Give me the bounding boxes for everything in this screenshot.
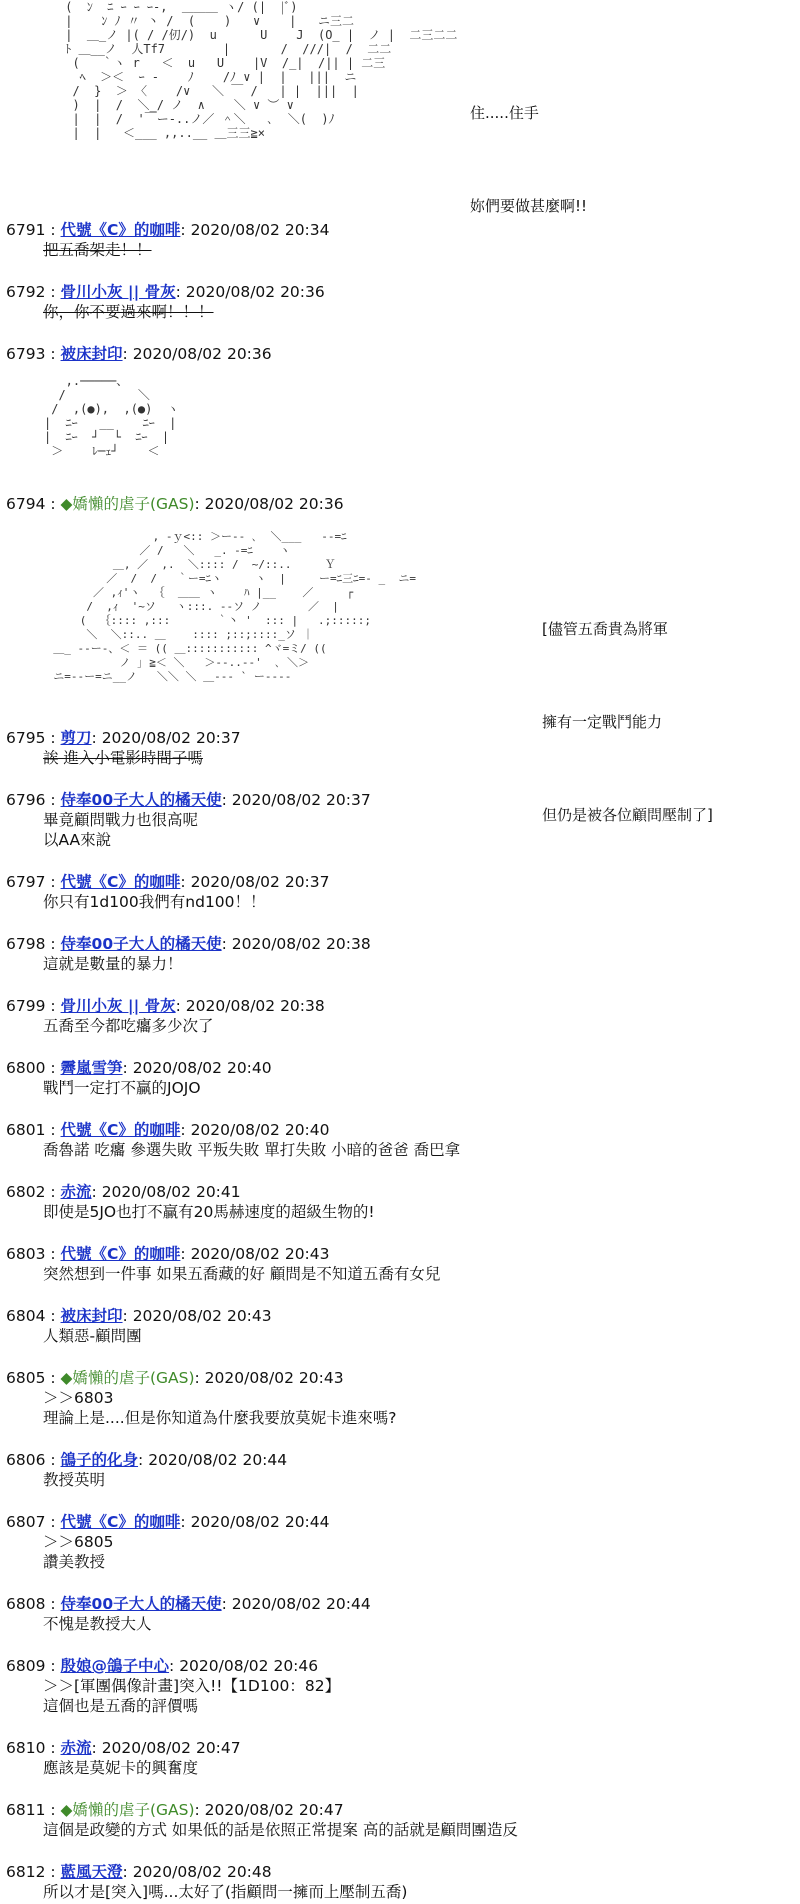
post-header: 6793 : 被床封印: 2020/08/02 20:36 — [6, 345, 272, 363]
post-header: 6804 : 被床封印: 2020/08/02 20:43 — [6, 1307, 272, 1325]
poster-name-link[interactable]: 骨川小灰 || 骨灰 — [60, 997, 176, 1015]
post-timestamp: : 2020/08/02 20:41 — [91, 1183, 241, 1201]
post-body-line: 即使是5JO也打不贏有20馬赫速度的超級生物的! — [43, 1203, 375, 1221]
post-number: 6792 — [6, 283, 46, 301]
poster-name-link[interactable]: 代號《C》的咖啡 — [60, 1121, 181, 1139]
post-body-line: 這個是政變的方式 如果低的話是依照正常提案 高的話就是顧問團造反 — [43, 1821, 518, 1839]
narration-line: 擁有一定戰鬥能力 — [542, 713, 663, 731]
post-timestamp: : 2020/08/02 20:38 — [175, 997, 325, 1015]
post-number: 6794 — [6, 495, 46, 513]
poster-name-link: ◆嬌懶的虐子(GAS) — [60, 1369, 195, 1387]
poster-name-link[interactable]: 剪刀 — [60, 729, 92, 747]
post-header: 6796 : 侍奉00子大人的橘天使: 2020/08/02 20:37 — [6, 791, 371, 809]
post-number: 6798 — [6, 935, 46, 953]
post-timestamp: : 2020/08/02 20:36 — [122, 345, 272, 363]
post-number: 6797 — [6, 873, 46, 891]
post-timestamp: : 2020/08/02 20:40 — [122, 1059, 272, 1077]
post-timestamp: : 2020/08/02 20:38 — [221, 935, 371, 953]
post-timestamp: : 2020/08/02 20:46 — [169, 1657, 319, 1675]
post-number: 6802 — [6, 1183, 46, 1201]
post-header: 6799 : 骨川小灰 || 骨灰: 2020/08/02 20:38 — [6, 997, 325, 1015]
post-timestamp: : 2020/08/02 20:34 — [180, 221, 330, 239]
poster-name-link[interactable]: 殷娘@鴿子中心 — [60, 1657, 170, 1675]
post-timestamp: : 2020/08/02 20:36 — [175, 283, 325, 301]
post-timestamp: : 2020/08/02 20:36 — [194, 495, 344, 513]
post-number: 6810 — [6, 1739, 46, 1757]
post-header: 6803 : 代號《C》的咖啡: 2020/08/02 20:43 — [6, 1245, 330, 1263]
post-number: 6803 — [6, 1245, 46, 1263]
post-header: 6810 : 赤流: 2020/08/02 20:47 — [6, 1739, 241, 1757]
poster-name-link[interactable]: 代號《C》的咖啡 — [60, 873, 181, 891]
poster-name-link: ◆嬌懶的虐子(GAS) — [60, 495, 195, 513]
post-body-line: 五喬至今都吃癟多少次了 — [43, 1017, 214, 1035]
post-6803 — [6, 1244, 786, 1284]
post-header: 6807 : 代號《C》的咖啡: 2020/08/02 20:44 — [6, 1513, 330, 1531]
narration-line: 但仍是被各位顧問壓制了] — [542, 806, 713, 824]
post-number: 6799 — [6, 997, 46, 1015]
post-header: 6797 : 代號《C》的咖啡: 2020/08/02 20:37 — [6, 873, 330, 891]
post-timestamp: : 2020/08/02 20:44 — [138, 1451, 288, 1469]
post-header: 6800 : 霽嵐雪笋: 2020/08/02 20:40 — [6, 1059, 272, 1077]
post-body-line: 戰鬥一定打不贏的JOJO — [43, 1079, 201, 1097]
post-6798 — [6, 934, 786, 974]
post-number: 6812 — [6, 1863, 46, 1881]
post-6791 — [6, 220, 786, 260]
post-header: 6795 : 剪刀: 2020/08/02 20:37 — [6, 729, 241, 747]
poster-name-link[interactable]: 代號《C》的咖啡 — [60, 221, 181, 239]
post-number: 6791 — [6, 221, 46, 239]
post-header: 6808 : 侍奉00子大人的橘天使: 2020/08/02 20:44 — [6, 1595, 371, 1613]
post-timestamp: : 2020/08/02 20:37 — [180, 873, 330, 891]
post-6797 — [6, 872, 786, 912]
post-6810 — [6, 1738, 786, 1778]
post-6801 — [6, 1120, 786, 1160]
post-6809 — [6, 1656, 786, 1716]
post-number: 6808 — [6, 1595, 46, 1613]
poster-name-link[interactable]: 侍奉00子大人的橘天使 — [60, 935, 222, 953]
post-header: 6801 : 代號《C》的咖啡: 2020/08/02 20:40 — [6, 1121, 330, 1139]
poster-name-link[interactable]: 代號《C》的咖啡 — [60, 1513, 181, 1531]
post-body-line: ＞＞6803 — [43, 1389, 114, 1407]
post-body-line: 把五喬架走！！ — [43, 241, 152, 259]
post-6804 — [6, 1306, 786, 1346]
post-6794-ascii-art: , -ｙ<:: ＞ー‐- ､ ＼___ -‐=ﾆ ／ / ＼ _. -=ﾆ ヽ ＿, ／ ,. ＼:::: / ~/::.. Ｙ ／ / / ｀ー=ﾆヽ ヽ | ー=ﾆ三ﾆ=- _ ニ= ／ ,ｨ'ヽ ｛ ＿＿ ヽ ﾊ |__ ／ ┌ / ,ｨ '~ソ ヽ:::. -‐ソ ノ ／ | ( ｛:::: ,::: ｀丶 ' ::: | .;:::::; ＼ ＼::.. ＿ :::: ;::;::::_ソ ｜ ＿_ --ー-、＜ ＝ (( ＿::::::::::: ^ヾ=ミ/ (( ノ ｣ ≧＜ ＼ ＞--..-‐' ､ ＼＞ ニ=--ー=ニ__ノ ＼＼ ＼ ＿--- ` ー---- — [53, 530, 417, 683]
post-header: 6806 : 鴿子的化身: 2020/08/02 20:44 — [6, 1451, 288, 1469]
post-number: 6805 — [6, 1369, 46, 1387]
top-ascii-art: ( ﾝ ﾆ ｰ ｰ ｰ-, ＿＿＿ ヽ/ (| |ﾞ) | ﾝ ﾉ 〃 丶 / ( ) ∨ | ニ三二 | ＿_ノ |( / /仞/) u U J (O_ | ノ | 二三二二 ﾄ ＿__ノ 人Tf7 | / ///| / 二二 ( ｀ヽ r ＜ u U |V /_| /|| | 二三 ﾍ ＞＜ ｰ - ﾉ /ﾉ ∨ | | ||| ニ / } ＞ 〈 /∨ ＼ ￣ / | | ||| | ) | / ＼_/ ノ ∧ ＼ ∨ ︶ ∨ | | / '￣ー-..ノ／ ＾＼ ､ ＼( )ﾉ | | ＜___ ,,..__ ＿三三≧× — [65, 0, 458, 140]
post-6807 — [6, 1512, 786, 1572]
poster-name-link[interactable]: 赤流 — [60, 1739, 92, 1757]
post-6802 — [6, 1182, 786, 1222]
poster-name-link[interactable]: 霽嵐雪笋 — [60, 1059, 123, 1077]
post-body-line: 讚美教授 — [43, 1553, 106, 1571]
post-body-line: 以AA來說 — [43, 831, 112, 849]
post-body-line: 突然想到一件事 如果五喬藏的好 顧問是不知道五喬有女兒 — [43, 1265, 441, 1283]
post-number: 6809 — [6, 1657, 46, 1675]
post-body-line: 不愧是教授大人 — [43, 1615, 152, 1633]
post-body-line: 你只有1d100我們有nd100！！ — [43, 893, 266, 911]
post-body-line: 人類惡-顧問團 — [43, 1327, 142, 1345]
post-6794-narration — [542, 552, 713, 862]
post-body-line: 理論上是....但是你知道為什麼我要放莫妮卡進來嗎? — [43, 1409, 397, 1427]
post-body-line: 這個也是五喬的評價嗎 — [43, 1697, 199, 1715]
post-number: 6795 — [6, 729, 46, 747]
post-header: 6812 : 藍風天澄: 2020/08/02 20:48 — [6, 1863, 272, 1881]
post-timestamp: : 2020/08/02 20:43 — [194, 1369, 344, 1387]
post-header: 6798 : 侍奉00子大人的橘天使: 2020/08/02 20:38 — [6, 935, 371, 953]
post-6793-ascii-art: ,.─────、 / ＼ / ,(●), ,(●) ヽ | ﾆｰ __ ﾆｰ | | ﾆｰ ┘ └ ﾆｰ | ＞ ﾚ─ｪ┘ ＜ — [44, 374, 179, 458]
poster-name-link[interactable]: 侍奉00子大人的橘天使 — [60, 791, 222, 809]
post-body-line: 應該是莫妮卡的興奮度 — [43, 1759, 199, 1777]
post-header: 6809 : 殷娘@鴿子中心: 2020/08/02 20:46 — [6, 1657, 319, 1675]
post-number: 6800 — [6, 1059, 46, 1077]
post-number: 6804 — [6, 1307, 46, 1325]
post-timestamp: : 2020/08/02 20:47 — [91, 1739, 241, 1757]
post-6808 — [6, 1594, 786, 1634]
post-body-line: ＞＞[軍團偶像計畫]突入!!【1D100：82】 — [43, 1677, 341, 1695]
post-header: 6811 : ◆嬌懶的虐子(GAS): 2020/08/02 20:47 — [6, 1801, 344, 1819]
post-timestamp: : 2020/08/02 20:48 — [122, 1863, 272, 1881]
post-header: 6791 : 代號《C》的咖啡: 2020/08/02 20:34 — [6, 221, 330, 239]
poster-name-link[interactable]: 代號《C》的咖啡 — [60, 1245, 181, 1263]
post-6811 — [6, 1800, 786, 1840]
post-number: 6793 — [6, 345, 46, 363]
post-header: 6792 : 骨川小灰 || 骨灰: 2020/08/02 20:36 — [6, 283, 325, 301]
dialogue-line: 妳們要做甚麼啊!! — [470, 197, 588, 215]
post-body-line: 你，你不要過來啊！！！ — [43, 303, 214, 321]
post-body-line: 誒 進入小電影時間子嗎 — [43, 749, 203, 767]
post-body-line: 這就是數量的暴力！ — [43, 955, 183, 973]
narration-line: [儘管五喬貴為將軍 — [542, 620, 668, 638]
post-body-line: 喬魯諾 吃癟 參選失敗 平叛失敗 單打失敗 小暗的爸爸 喬巴拿 — [43, 1141, 461, 1159]
post-timestamp: : 2020/08/02 20:43 — [180, 1245, 330, 1263]
poster-name-link: ◆嬌懶的虐子(GAS) — [60, 1801, 195, 1819]
post-6800 — [6, 1058, 786, 1098]
poster-name-link[interactable]: 被床封印 — [60, 1307, 123, 1325]
post-body-line: 畢竟顧問戰力也很高呢 — [43, 811, 199, 829]
post-timestamp: : 2020/08/02 20:44 — [221, 1595, 371, 1613]
post-6799 — [6, 996, 786, 1036]
post-header: 6794 : ◆嬌懶的虐子(GAS): 2020/08/02 20:36 — [6, 495, 344, 513]
post-number: 6796 — [6, 791, 46, 809]
post-body-line: 所以才是[突入]嗎...太好了(指顧問一擁而上壓制五喬) — [43, 1883, 408, 1901]
post-header: 6802 : 赤流: 2020/08/02 20:41 — [6, 1183, 241, 1201]
post-timestamp: : 2020/08/02 20:37 — [221, 791, 371, 809]
post-body-line: ＞＞6805 — [43, 1533, 114, 1551]
post-timestamp: : 2020/08/02 20:47 — [194, 1801, 344, 1819]
post-6805 — [6, 1368, 786, 1428]
poster-name-link[interactable]: 藍風天澄 — [60, 1863, 123, 1881]
post-body-line: 教授英明 — [43, 1471, 106, 1489]
poster-name-link[interactable]: 赤流 — [60, 1183, 92, 1201]
post-6792 — [6, 282, 786, 322]
poster-name-link[interactable]: 被床封印 — [60, 345, 123, 363]
post-number: 6811 — [6, 1801, 46, 1819]
post-6812 — [6, 1862, 786, 1902]
post-timestamp: : 2020/08/02 20:40 — [180, 1121, 330, 1139]
post-number: 6807 — [6, 1513, 46, 1531]
post-timestamp: : 2020/08/02 20:43 — [122, 1307, 272, 1325]
post-6793 — [6, 344, 786, 364]
post-header: 6805 : ◆嬌懶的虐子(GAS): 2020/08/02 20:43 — [6, 1369, 344, 1387]
poster-name-link[interactable]: 鴿子的化身 — [60, 1451, 139, 1469]
dialogue-line: 住.....住手 — [470, 104, 539, 122]
post-number: 6801 — [6, 1121, 46, 1139]
post-number: 6806 — [6, 1451, 46, 1469]
poster-name-link[interactable]: 骨川小灰 || 骨灰 — [60, 283, 176, 301]
poster-name-link[interactable]: 侍奉00子大人的橘天使 — [60, 1595, 222, 1613]
post-6794 — [6, 494, 786, 514]
post-timestamp: : 2020/08/02 20:44 — [180, 1513, 330, 1531]
post-timestamp: : 2020/08/02 20:37 — [91, 729, 241, 747]
post-6806 — [6, 1450, 786, 1490]
